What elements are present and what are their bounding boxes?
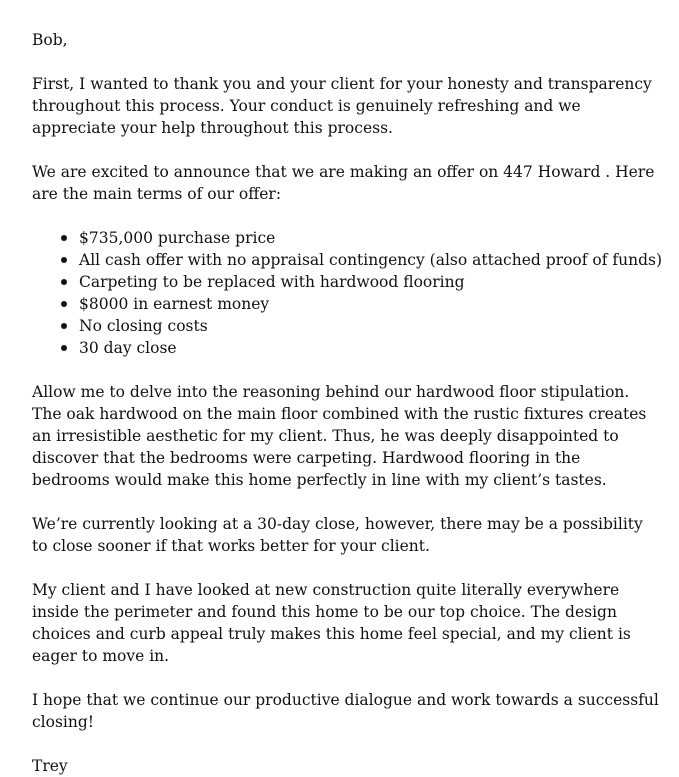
term-text: No closing costs [79,317,208,335]
paragraph-close-timing: We’re currently looking at a 30-day close, however, there may be a possibility to close sooner if that works better for your client. [32,515,643,555]
list-item-term [61,337,659,359]
list-item-term [61,249,663,271]
bullet-icon [61,301,67,307]
term-text: Carpeting to be replaced with hardwood flooring [79,273,465,291]
bullet-icon [61,345,67,351]
bullet-icon [61,279,67,285]
paragraph-top-choice: My client and I have looked at new construction quite literally everywhere inside the perimeter and found this home to be our top choice. The design choices and curb appeal truly makes this home feel special, and my client is eager to move in. [32,581,631,665]
term-text: 30 day close [79,339,177,357]
list-item-term [61,227,659,249]
paragraph-closing-remark: I hope that we continue our productive dialogue and work towards a successful closing! [32,691,659,731]
list-item-term [61,293,659,315]
list-item-term [61,315,659,337]
signature: Trey [32,757,68,775]
paragraph-offer-intro: We are excited to announce that we are making an offer on 447 Howard . Here are the main terms of our offer: [32,163,655,203]
offer-terms-list [32,227,663,359]
term-text: All cash offer with no appraisal contingency (also attached proof of funds) [79,251,663,269]
list-item-term [61,271,659,293]
bullet-icon [61,257,67,263]
term-text: $8000 in earnest money [79,295,270,313]
bullet-icon [61,323,67,329]
salutation: Bob, [32,31,68,49]
bullet-icon [61,235,67,241]
paragraph-thanks: First, I wanted to thank you and your client for your honesty and transparency throughout this process. Your conduct is genuinely refreshing and we appreciate your help throughout this process. [32,75,652,137]
term-text: $735,000 purchase price [79,229,276,247]
paragraph-hardwood-reasoning: Allow me to delve into the reasoning behind our hardwood floor stipulation. The oak hardwood on the main floor combined with the rustic fixtures creates an irresistible aesthetic for my client. Thus, he was deeply disappointed to discover that the bedrooms were carpeting. Hardwood flooring in the bedrooms would make this home perfectly in line with my client’s tastes. [32,383,647,489]
